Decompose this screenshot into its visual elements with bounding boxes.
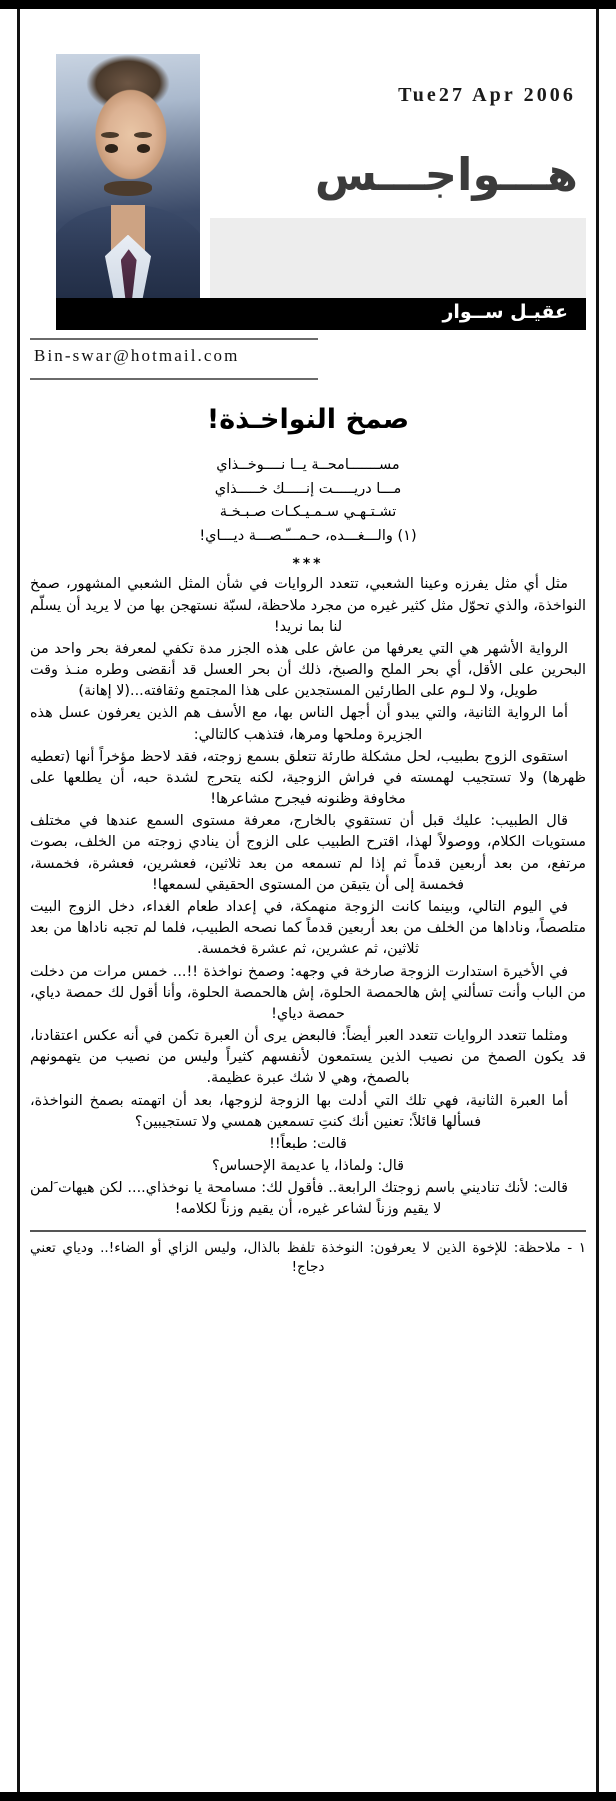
publication-date: Tue27 Apr 2006 [398,84,576,106]
left-edge-rule [17,9,20,1792]
article-body [30,574,586,1220]
right-edge-rule [596,9,599,1792]
article-paragraph: أما العبرة الثانية، فهي تلك التي أدلت بها الزوجة لزوجها، بعد أن اتهمته بصمخ النواخذة، فسألها قائلاً: تعنين أنك كنتِ تسمعين همسي ولا تستجيبين؟ [30,1092,568,1130]
portrait-brow-right [134,132,153,138]
article-footnote [30,1239,586,1278]
section-separator: *** [292,556,324,573]
portrait-eye-right [137,144,150,152]
email-rule-top [30,338,318,340]
author-name-band [56,298,586,330]
article-closing-paragraph: قالت: لأنك تناديني باسم زوجتك الرابعة.. فأقول لك: مسامحة يا نوخذاي.... لكن هيهات َلمن لا يقيم وزناً لشاعر غيره، أن يقيم وزناً لكلامه! [30,1180,568,1218]
article-paragraph: أما الرواية الثانية، والتي يبدو أن أجهل الناس بها، مع الأسف هم الذين يعرفون عسل هذه الجزيرة وملحها ومرها، فتذهب كالتالي: [30,705,568,743]
article-paragraph: ومثلما تتعدد الروايات تتعدد العبر أيضاً: فالبعض يرى أن العبرة تكمن في أنه عكس اعتقادنا، قد يكون الصمخ من نصيب الذين يستمعون لأنفسهم كثيراً وليس من نصيب من يتهمونهم بالصمخ، وهي لا شك عبرة عظيمة. [30,1028,586,1087]
verse-line: مســـــــامحــة يــا نــــوخــذاي [216,457,400,474]
masthead-grey-band [210,218,586,306]
article-paragraph: استقوى الزوج بطبيب، لحل مشكلة طارئة تتعلق بسمع زوجته، فقد لاحظ مؤخراً أنها (تعطيه ظهرها) ولا تستجيب لهمسته في فراش الزوجية، لكنه يتحرج لشدة حبه، أن يطلعها على مخاوفة وظنونه فيجرح مشاعرها! [30,748,586,808]
verse-line-text: والـــغـــده، حـمـــّـصـــة ديـــاي! [199,527,393,544]
column-content [30,22,586,1779]
masthead-title: هـــواجـــس [314,148,578,201]
footnote-divider [30,1230,586,1232]
author-portrait-photo [56,54,200,298]
article-paragraph: في اليوم التالي، وبينما كانت الزوجة منهمكة، في إعداد طعام الغداء، دخل الزوج البيت متلصصاً، وناداها من الخلف من بعد أربعين قدماً كما نصحه الطبيب، فلما لم تجبه ناداها من بعد ثلاثين، ثم عشرين، ثم عشرة فخمسة. [30,898,586,958]
article-paragraph: الرواية الأشهر هي التي يعرفها من عاش على هذه الجزر مدة تكفي لمعرفة بحر واحد من البحرين على الأقل، أي بحر الملح والصبخ، ذلك أن بحر العسل قد أنقضى وطره منـذ وقت طويل، ولا لـوم على الطارئين المستجدين على هذا المجتمع وثقافته...(لا إهانة) [30,640,586,700]
verse-line-last [30,525,586,548]
portrait-eye-left [105,144,118,152]
masthead [30,22,586,323]
opening-verse [30,454,586,548]
verse-line: مـــا دريـــــت إنـــــك خـــــذاي [214,480,402,497]
dialogue-line: قال: ولماذا، يا عديمة الإحساس؟ [211,1158,405,1175]
author-email-block [30,338,586,382]
footnote-text: ١ - ملاحظة: للإخوة الذين لا يعرفون: النوخذة تلفظ بالذال، وليس الزاي أو الضاء!.. ودياي تعني دجاج! [30,1239,586,1276]
portrait-mustache [104,181,153,196]
author-name: عقيـل ســوار [442,301,568,323]
bottom-edge-rule [0,1792,616,1801]
article-paragraph: قال الطبيب: عليك قبل أن تستقوي بالخارج، معرفة مستوى السمع عندها في مختلف مستويات الكلام، ووصولاً لهذا، اقترح الطبيب على الزوج أن ينادي زوجته من الخلف، بصوت مرتفع، من بعد أربعين قدماً ثم إذا لم تسمعه من بعد ثلاثين، فعشرين، فعشرة، فخمسة، فخمسة إلى أن يتيقن من المستوى الحقيقي لسمعها! [30,813,586,893]
author-email-address[interactable]: Bin-swar@hotmail.com [34,346,240,365]
verse-line: تشـتـهـي سـمـيـكـات صـبـخـة [219,504,397,521]
dialogue-line: قالت: طبعاً!! [269,1135,347,1152]
article-headline: صمخ النواخـذة! [206,404,410,435]
portrait-brow-left [101,132,120,138]
top-edge-rule [0,0,616,9]
email-rule-bottom [30,378,318,380]
verse-footnote-marker: (١) [397,527,417,544]
article-paragraph: مثل أي مثل يفرزه وعينا الشعبي، تتعدد الروايات في شأن المثل الشعبي المشهور، صمخ النواخذة، والذي تحوّل مثل كثير غيره من مجرد ملاحظة، لسبّة نستهجن بها من لا يريد أن يسلّم لنا بما نريد! [30,576,586,635]
article-paragraph: في الأخيرة استدارت الزوجة صارخة في وجهه: وصمخ نواخذة !!... خمس مرات من دخلت من الباب وأنت تسألني إش هالحمصة الحلوة، إش هالحمصة الحلوة، وأنا أقول لك حمصة دياي، حمصة دياي! [30,963,586,1022]
